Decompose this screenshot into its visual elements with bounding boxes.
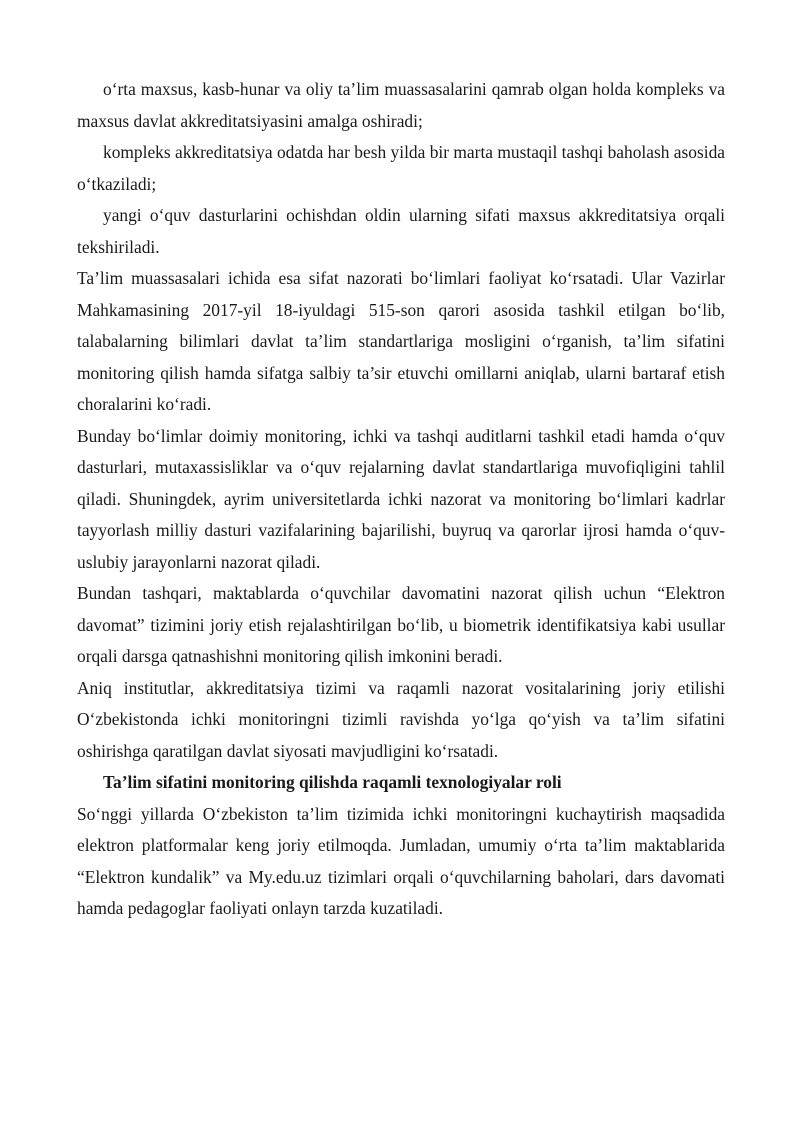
paragraph-accreditation-frequency: kompleks akkreditatsiya odatda har besh yilda bir marta mustaqil tashqi baholash asosida o‘tkaziladi; (77, 142, 725, 194)
paragraph-digital-platforms: So‘nggi yillarda O‘zbekiston ta’lim tizimida ichki monitoringni kuchaytirish maqsadida elektron platformalar keng joriy etilmoqda. Jumladan, umumiy o‘rta ta’lim maktablarida “Elektron kundalik” va My.edu.uz tizimlari orqali o‘quvchilarning baholari, dars davomati hamda pedagoglar faoliyati onlayn tarzda kuzatiladi. (77, 803, 725, 918)
paragraph-accreditation-scope: o‘rta maxsus, kasb-hunar va oliy ta’lim muassasalarini qamrab olgan holda kompleks va maxsus davlat akkreditatsiyasini amalga oshiradi; (77, 79, 725, 131)
paragraph-conclusion: Aniq institutlar, akkreditatsiya tizimi va raqamli nazorat vositalarining joriy etilishi O‘zbekistonda ichki monitoringni tizimli ravishda yo‘lga qo‘yish va ta’lim sifatini oshirishga qaratilgan davlat siyosati mavjudligini ko‘rsatadi. (77, 677, 725, 761)
section-heading: Ta’lim sifatini monitoring qilishda raqamli texnologiyalar roli (103, 772, 562, 792)
document-page (77, 74, 725, 925)
paragraph-department-functions: Bunday bo‘limlar doimiy monitoring, ichki va tashqi auditlarni tashkil etadi hamda o‘quv dasturlari, mutaxassisliklar va o‘quv rejalarning davlat standartlariga muvofiqligini tahlil qiladi. Shuningdek, ayrim universitetlarda ichki nazorat va monitoring bo‘limlari kadrlar tayyorlash milliy dasturi vazifalarining bajarilishi, buyruq va qarorlar ijrosi hamda o‘quv-uslubiy jarayonlarni nazorat qiladi. (77, 425, 725, 572)
paragraph-new-programs: yangi o‘quv dasturlarini ochishdan oldin ularning sifati maxsus akkreditatsiya orqali tekshiriladi. (77, 205, 725, 257)
paragraph-quality-departments: Ta’lim muassasalari ichida esa sifat nazorati bo‘limlari faoliyat ko‘rsatadi. Ular Vazirlar Mahkamasining 2017-yil 18-iyuldagi 515-son qarori asosida tashkil etilgan bo‘lib, talabalarning bilimlari davlat ta’lim standartlariga mosligini o‘rganish, ta’lim sifatini monitoring qilish hamda sifatga salbiy ta’sir etuvchi omillarni aniqlab, ularni bartaraf etish choralarini ko‘radi. (77, 268, 725, 414)
paragraph-electronic-attendance: Bundan tashqari, maktablarda o‘quvchilar davomatini nazorat qilish uchun “Elektron davomat” tizimini joriy etish rejalashtirilgan bo‘lib, u biometrik identifikatsiya kabi usullar orqali darsga qatnashishni monitoring qilish imkonini beradi. (77, 583, 725, 666)
